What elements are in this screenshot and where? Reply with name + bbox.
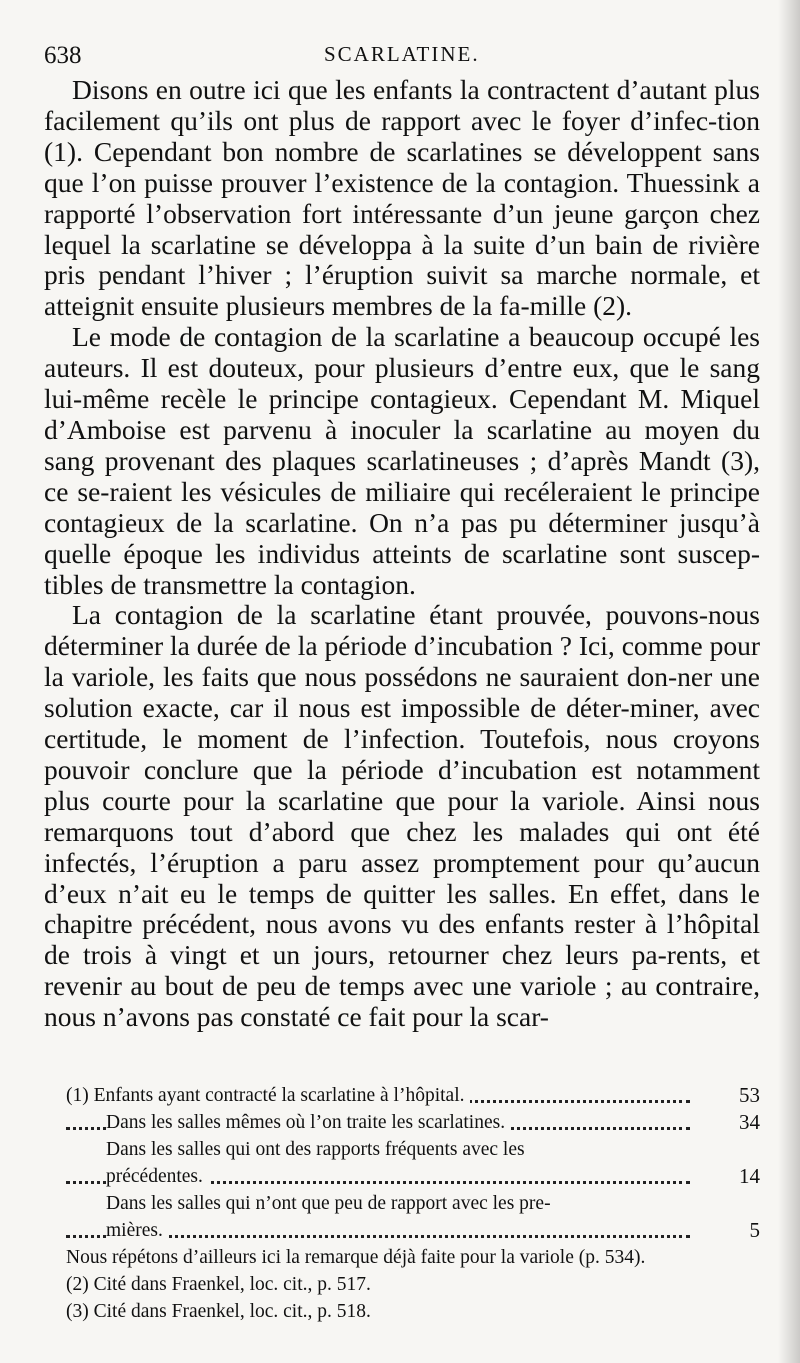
paragraph-2: Le mode de contagion de la scarlatine a beaucoup occupé les auteurs. Il est douteux, pour plusieurs d’entre eux, que le sang lui-même recèle le principe contagieux. Cependant M. Miquel d’Amboise est parvenu à inoculer la scarlatine au moyen du sang provenant des plaques scarlatineuses ; d’après Mandt (3), ce se-raient les vésicules de miliaire qui recéleraient le principe contagieux de la scarlatine. On n’a pas pu déterminer jusqu’à quelle époque les individus atteints de scarlatine sont suscep-tibles de transmettre la contagion.	[44, 321, 760, 600]
footnote-1-row	[66, 1217, 760, 1244]
paragraph-1: Disons en outre ici que les enfants la contractent d’autant plus facilement qu’ils ont plus de rapport avec le foyer d’infec-tion (1). Cependant bon nombre de scarlatines se développent sans que l’on puisse prouver l’existence de la contagion. Thuessink a rapporté l’observation fort intéressante d’un jeune garçon chez lequel la scarlatine se développa à la suite d’un bain de rivière pris pendant l’hiver ; l’éruption suivit sa marche normale, et atteignit ensuite plusieurs membres de la fa-mille (2).	[44, 74, 760, 322]
paragraph-3: La contagion de la scarlatine étant prouvée, pouvons-nous déterminer la durée de la période d’incubation ? Ici, comme pour la variole, les faits que nous possédons ne sauraient don-ner une solution exacte, car il nous est impossible de déter-miner, avec certitude, le moment de l’infection. Toutefois, nous croyons pouvoir conclure que la période d’incubation est notamment plus courte pour la scarlatine que pour la variole. Ainsi nous remarquons tout d’abord que chez les malades qui ont été infectés, l’éruption a paru assez promptement pour qu’aucun d’eux n’ait eu le temps de quitter les salles. En effet, dans le chapitre précédent, nous avons vu des enfants rester à l’hôpital de trois à vingt et un jours, retourner chez leurs pa-rents, et revenir au bout de peu de temps avec une variole ; au contraire, nous n’avons pas constaté ce fait pour la scar-	[44, 599, 760, 1033]
footnote-1-row-label: Dans les salles qui n’ont que peu de rapport avec les pre-	[106, 1193, 557, 1214]
footnote-1-row-label: précédentes.	[106, 1166, 209, 1187]
page-edge-shadow	[778, 0, 800, 1363]
footnote-1-note: Nous répétons d’ailleurs ici la remarque déjà faite pour la variole (p. 534).	[66, 1247, 646, 1268]
footnote-1-row-value: 14	[731, 1163, 760, 1190]
footnote-1-row-value: 34	[731, 1109, 760, 1136]
footnote-1-row-label: mières.	[106, 1220, 169, 1241]
footnote-1-row	[66, 1109, 760, 1136]
footnote-1-value: 53	[731, 1082, 760, 1109]
footnote-1-label: (1) Enfants ayant contracté la scarlatine à l’hôpital.	[66, 1085, 470, 1106]
footnote-1-row	[66, 1163, 760, 1190]
footnote-1-row	[66, 1190, 760, 1217]
running-title: SCARLATINE.	[324, 42, 480, 66]
footnote-1-row-label: Dans les salles mêmes où l’on traite les scarlatines.	[106, 1112, 511, 1133]
body-text	[44, 75, 760, 1033]
footnote-1-row-value: 5	[742, 1217, 761, 1244]
footnote-3: (3) Cité dans Fraenkel, loc. cit., p. 518.	[66, 1301, 371, 1322]
footnote-1-main	[66, 1082, 760, 1109]
footnote-1-row-label: Dans les salles qui ont des rapports fréquents avec les	[106, 1139, 531, 1160]
footnote-2: (2) Cité dans Fraenkel, loc. cit., p. 517.	[66, 1274, 371, 1295]
page-number: 638	[44, 42, 82, 69]
footnotes	[66, 1082, 760, 1325]
page-header	[44, 38, 760, 70]
footnote-1-row	[66, 1136, 760, 1163]
